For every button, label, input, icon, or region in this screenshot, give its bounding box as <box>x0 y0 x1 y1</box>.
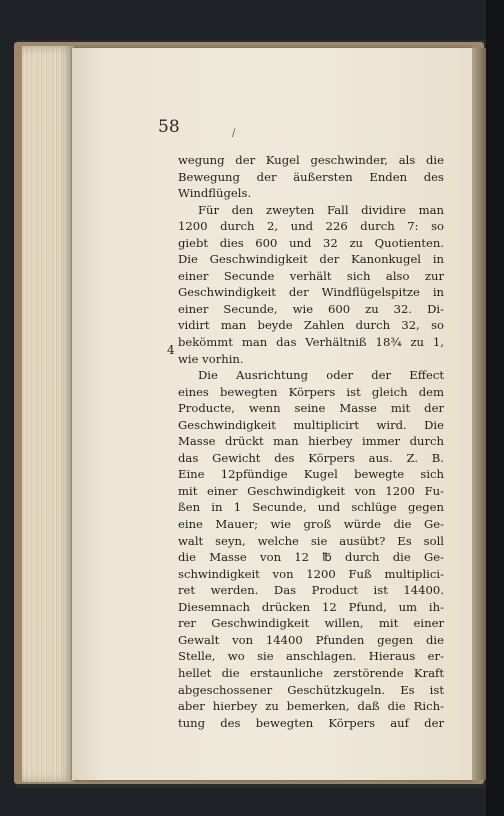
text-line: Geschwindigkeit multiplicirt wird. Die <box>178 417 444 432</box>
page-edges <box>22 46 74 782</box>
text-line: Stelle, wo sie anschlagen. Hieraus er- <box>178 649 444 664</box>
pencil-mark: / <box>232 128 236 139</box>
page-gutter <box>472 48 486 780</box>
text-line: Diesemnach drücken 12 Pfund, um ih- <box>178 599 444 614</box>
text-line: bekömmt man das Verhältniß 18¾ zu 1, <box>178 335 444 350</box>
page-number: 58 <box>158 117 180 137</box>
text-line: einer Secunde verhält sich also zur <box>178 268 444 283</box>
text-line: hellet die erstaunliche zerstörende Kraft <box>178 665 444 680</box>
text-line: vidirt man beyde Zahlen durch 32, so <box>178 318 444 333</box>
text-line: eines bewegten Körpers ist gleich dem <box>178 384 444 399</box>
text-line: aber hierbey zu bemerken, daß die Rich- <box>178 699 444 714</box>
body-text <box>178 152 444 731</box>
text-line: 1200 durch 2, und 226 durch 7: so <box>178 219 444 234</box>
text-line: ret werden. Das Product ist 14400. <box>178 583 444 598</box>
text-line: ßen in 1 Secunde, und schlüge gegen <box>178 500 444 515</box>
text-line: tung des bewegten Körpers auf der <box>178 715 444 730</box>
text-line: wegung der Kugel geschwinder, als die <box>178 153 444 167</box>
text-line: walt seyn, welche sie ausübt? Es soll <box>178 533 444 548</box>
dark-margin <box>486 0 504 816</box>
text-line: Eine 12pfündige Kugel bewegte sich <box>178 467 444 482</box>
text-line: eine Mauer; wie groß würde die Ge- <box>178 517 444 532</box>
text-line: einer Secunde, wie 600 zu 32. Di- <box>178 301 444 316</box>
text-line: die Masse von 12 ℔ durch die Ge- <box>178 550 444 565</box>
text-line: Producte, wenn seine Masse mit der <box>178 401 444 416</box>
text-line: Bewegung der äußersten Enden des <box>178 169 444 184</box>
text-line: Für den zweyten Fall dividire man <box>198 202 444 217</box>
text-line: Geschwindigkeit der Windflügelspitze in <box>178 285 444 300</box>
text-line: schwindigkeit von 1200 Fuß multiplici- <box>178 566 444 581</box>
text-line: das Gewicht des Körpers aus. Z. B. <box>178 450 444 465</box>
text-line: giebt dies 600 und 32 zu Quotienten. <box>178 235 444 250</box>
text-line: Gewalt von 14400 Pfunden gegen die <box>178 632 444 647</box>
text-line: Masse drückt man hierbey immer durch <box>178 434 444 449</box>
text-line: rer Geschwindigkeit willen, mit einer <box>178 616 444 631</box>
text-line: Die Ausrichtung oder der Effect <box>198 368 444 383</box>
text-line: mit einer Geschwindigkeit von 1200 Fu- <box>178 483 444 498</box>
text-line: wie vorhin. <box>178 351 244 366</box>
text-line: Die Geschwindigkeit der Kanonkugel in <box>178 252 444 267</box>
text-line: Windflügels. <box>178 186 252 201</box>
text-line: abgeschossener Geschützkugeln. Es ist <box>178 682 444 697</box>
paragraph-marker: 4 <box>167 343 175 357</box>
